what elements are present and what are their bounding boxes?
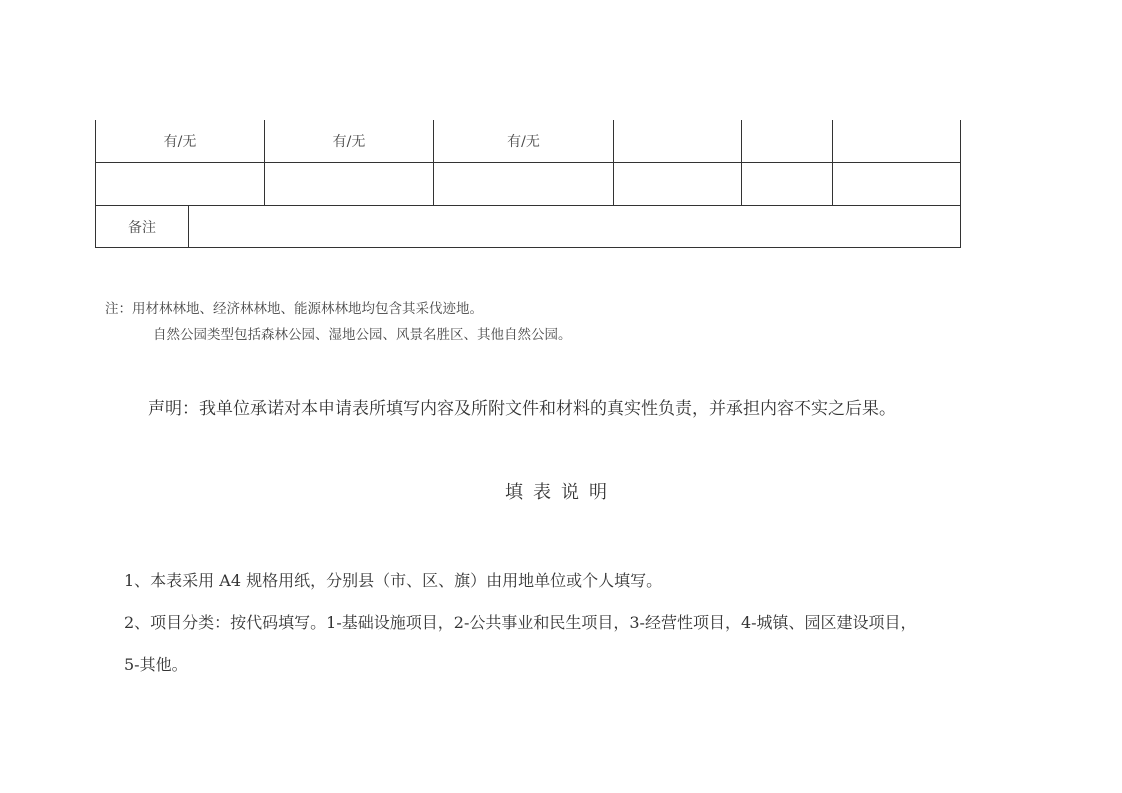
table-cell bbox=[833, 120, 961, 163]
table-cell bbox=[614, 163, 742, 206]
table-notes bbox=[105, 296, 572, 348]
table-cell bbox=[742, 163, 833, 206]
remark-row bbox=[96, 206, 961, 248]
note-line: 自然公园类型包括森林公园、湿地公园、风景名胜区、其他自然公园。 bbox=[153, 327, 572, 343]
table-cell: 有/无 bbox=[265, 120, 434, 163]
table-cell bbox=[265, 163, 434, 206]
table-cell: 有/无 bbox=[96, 120, 265, 163]
remark-label: 备注 bbox=[96, 206, 189, 248]
table-cell bbox=[434, 163, 614, 206]
table-cell bbox=[96, 163, 265, 206]
table-cell bbox=[742, 120, 833, 163]
instruction-item: 2、项目分类：按代码填写。1-基础设施项目，2-公共事业和民生项目，3-经营性项目，4-城镇、园区建设项目， bbox=[124, 613, 917, 632]
instruction-item: 1、本表采用 A4 规格用纸，分别县（市、区、旗）由用地单位或个人填写。 bbox=[124, 571, 663, 590]
table-cell bbox=[833, 163, 961, 206]
remark-value bbox=[189, 206, 961, 248]
table-cell bbox=[614, 120, 742, 163]
application-form-table bbox=[95, 120, 961, 248]
table-row bbox=[96, 120, 961, 163]
table-row bbox=[96, 163, 961, 206]
declaration-statement: 声明：我单位承诺对本申请表所填写内容及所附文件和材料的真实性负责，并承担内容不实之后果。 bbox=[148, 399, 896, 419]
instructions bbox=[124, 560, 917, 686]
instruction-item-continued: 5-其他。 bbox=[124, 655, 188, 674]
note-line: 注：用材林林地、经济林林地、能源林林地均包含其采伐迹地。 bbox=[105, 301, 483, 317]
section-title: 填表说明 bbox=[505, 482, 617, 503]
table-cell: 有/无 bbox=[434, 120, 614, 163]
